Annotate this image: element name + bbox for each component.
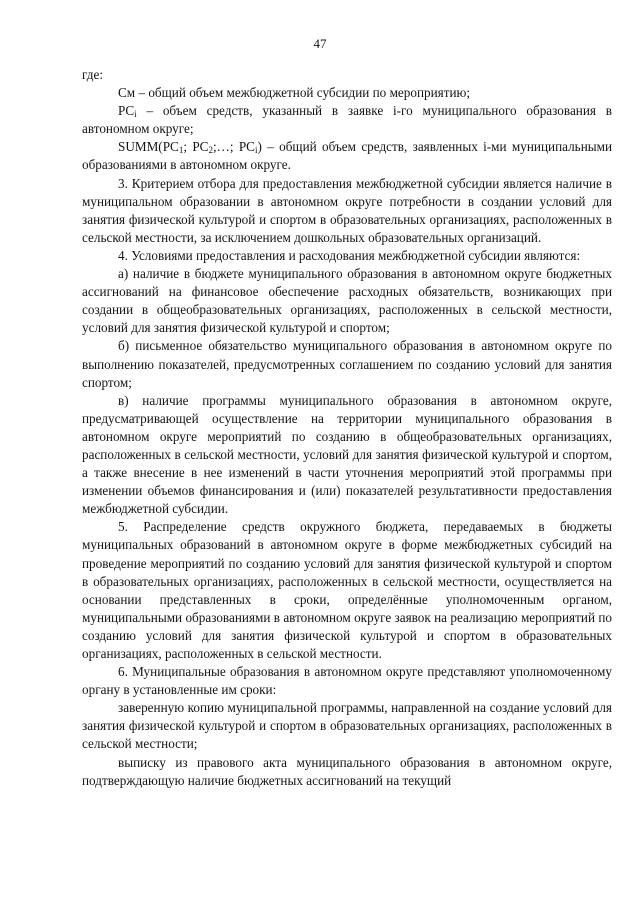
paragraph-clause-6-extract: выписку из правового акта муниципального образования в автономном округе, подтверждающую наличие бюджетных ассигнований на текущий [82, 754, 612, 788]
paragraph-clause-6: 6. Муниципальные образования в автономном округе представляют уполномоченному органу в установленные им сроки: [82, 664, 612, 698]
formula-sub-2: 2 [208, 145, 213, 156]
formula-sub-i-2: i [254, 145, 258, 156]
formula-sep-1: ; [183, 139, 193, 155]
paragraph-where: где: [82, 67, 103, 82]
paragraph-cm-definition: См – общий объем межбюджетной субсидии по мероприятию; [118, 85, 471, 101]
formula-pc-i: PC [238, 139, 255, 155]
page-number: 47 [313, 36, 327, 51]
formula-sub-1: 1 [178, 145, 184, 156]
paragraph-clause-4a: а) наличие в бюджете муниципального образования в автономном округе бюджетных ассигнований на финансовое обеспечение расходных обязательств, возникающих при создании в общеобразовательных организациях, расположенных в сельской местности, условий для занятия физической культурой и спортом; [82, 266, 612, 336]
paragraph-clause-4: 4. Условиями предоставления и расходования межбюджетной субсидии являются: [118, 247, 581, 263]
formula-pci-desc: – объем средств, указанный в заявке i-го муниципального образования в автономном округе; [82, 103, 612, 137]
document-body [82, 66, 612, 790]
paragraph-clause-4b: б) письменное обязательство муниципального образования в автономном округе по выполнению показателей, предусмотренных соглашением по созданию условий для занятия спортом; [82, 338, 612, 390]
paragraph-clause-4v: в) наличие программы муниципального образования в автономном округе, предусматривающей осуществление на территории муниципального образования в автономном округе мероприятий по созданию в общеобразовательных организациях, расположенных в сельской местности, условий для занятия физической культурой и спортом, а также внесение в нее изменений в части уточнения мероприятий этой программы при изменении объемов финансирования и (или) показателей результативности предоставления межбюджетной субсидии. [82, 392, 612, 517]
paragraph-summ-definition [82, 138, 612, 174]
formula-pc-2: PC [192, 139, 209, 155]
formula-summ-desc: ) – общий объем средств, заявленных i-ми муниципальными образованиями в автономном округе. [82, 139, 613, 173]
paragraph-clause-5: 5. Распределение средств окружного бюджета, передаваемых в бюджеты муниципальных образований в автономном округе в форме межбюджетных субсидий на проведение мероприятий по созданию условий для занятия физической культурой и спортом в образовательных организациях, расположенных в сельской местности, осуществляется на основании представленных в сроки, определённые уполномоченным органом, муниципальными образованиями в автономном округе заявок на реализацию мероприятий по созданию условий для занятия физической культурой и спортом в образовательных организациях, расположенных в сельской местности. [82, 519, 612, 661]
paragraph-pci-definition [82, 102, 612, 138]
paragraph-clause-3: 3. Критерием отбора для предоставления межбюджетной субсидии является наличие в муниципальном образовании в автономном округе потребности в создании условий для занятия физической культурой и спортом в образовательных организациях, расположенных в сельской местности, за исключением дошкольных образовательных организаций. [82, 175, 612, 245]
formula-pc-1: PC [162, 139, 179, 155]
formula-sub-i: i [134, 109, 137, 120]
formula-summ-open: SUMM( [118, 139, 163, 155]
paragraph-clause-6-copy: заверенную копию муниципальной программы, направленной на создание условий для занятия физической культурой и спортом в образовательных организациях, расположенных в сельской местности; [82, 700, 612, 752]
formula-sep-2: ;…; [212, 139, 239, 155]
formula-pc: PC [118, 103, 135, 119]
